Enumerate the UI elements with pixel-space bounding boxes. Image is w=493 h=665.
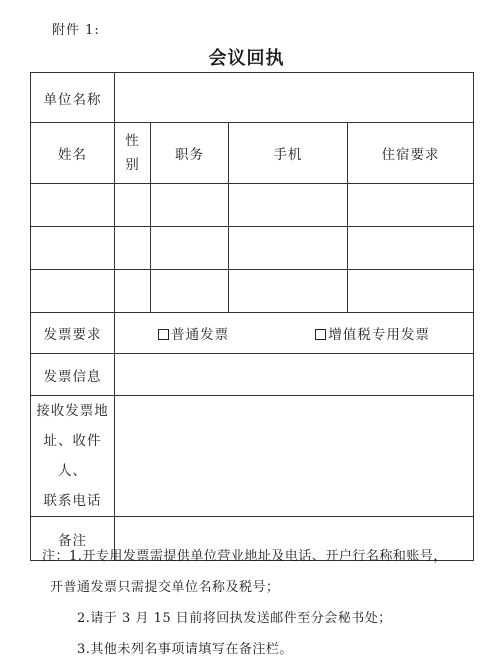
invoice-info-label: 发票信息 (31, 354, 115, 396)
attachment-label: 附件 1: (52, 23, 100, 38)
column-header-name: 姓名 (31, 123, 115, 184)
attendee-position-cell[interactable] (151, 270, 229, 313)
invoice-type-row (31, 313, 474, 354)
attendee-name-cell[interactable] (31, 184, 115, 227)
receiver-label-line: 联系电话 (43, 493, 102, 509)
checkbox-icon[interactable] (315, 329, 326, 340)
attendee-lodging-cell[interactable] (348, 270, 474, 313)
unit-name-label: 单位名称 (31, 73, 115, 123)
checkbox-icon[interactable] (158, 329, 169, 340)
receiver-label (31, 396, 115, 517)
table-row (31, 184, 474, 227)
remarks-label: 备注 (31, 517, 115, 561)
invoice-info-field[interactable] (115, 354, 474, 396)
note-line: 注：1.开专用发票需提供单位营业地址及电话、开户行名称和账号， (42, 549, 447, 564)
table-row (31, 227, 474, 270)
column-header-lodging: 住宿要求 (348, 123, 474, 184)
attendee-phone-cell[interactable] (229, 184, 348, 227)
note-line: 3.其他未列名事项请填写在备注栏。 (77, 642, 293, 657)
attendee-phone-cell[interactable] (229, 227, 348, 270)
receiver-row (31, 396, 474, 517)
page-title: 会议回执 (208, 48, 285, 69)
vat-invoice-option[interactable] (315, 323, 430, 343)
attendee-position-cell[interactable] (151, 227, 229, 270)
column-header-position: 职务 (151, 123, 229, 184)
receiver-label-line: 址、收件人、 (43, 433, 102, 479)
note-line: 2.请于 3 月 15 日前将回执发送邮件至分会秘书处； (77, 611, 392, 626)
invoice-type-options (115, 313, 474, 354)
attendee-sex-cell[interactable] (115, 184, 151, 227)
unit-name-row (31, 73, 474, 123)
note-line: 开普通发票只需提交单位名称及税号； (50, 580, 280, 595)
unit-name-field[interactable] (115, 73, 474, 123)
column-header-sex-bottom: 别 (125, 157, 140, 173)
invoice-type-label: 发票要求 (31, 313, 115, 354)
column-header-sex-top: 性 (125, 133, 140, 149)
column-header-phone: 手机 (229, 123, 348, 184)
vat-invoice-label: 增值税专用发票 (328, 327, 430, 343)
reply-form-table (30, 72, 474, 561)
attendee-lodging-cell[interactable] (348, 227, 474, 270)
receiver-field[interactable] (115, 396, 474, 517)
receiver-label-line: 接收发票地 (36, 403, 109, 419)
column-header-sex (115, 123, 151, 184)
attendee-lodging-cell[interactable] (348, 184, 474, 227)
attendee-sex-cell[interactable] (115, 227, 151, 270)
attendee-phone-cell[interactable] (229, 270, 348, 313)
attendee-name-cell[interactable] (31, 270, 115, 313)
attendee-sex-cell[interactable] (115, 270, 151, 313)
ordinary-invoice-label: 普通发票 (171, 327, 230, 343)
notes-section (42, 541, 482, 665)
table-row (31, 270, 474, 313)
invoice-info-row (31, 354, 474, 396)
attendee-position-cell[interactable] (151, 184, 229, 227)
attendee-header-row (31, 123, 474, 184)
ordinary-invoice-option[interactable] (158, 323, 229, 343)
attendee-name-cell[interactable] (31, 227, 115, 270)
